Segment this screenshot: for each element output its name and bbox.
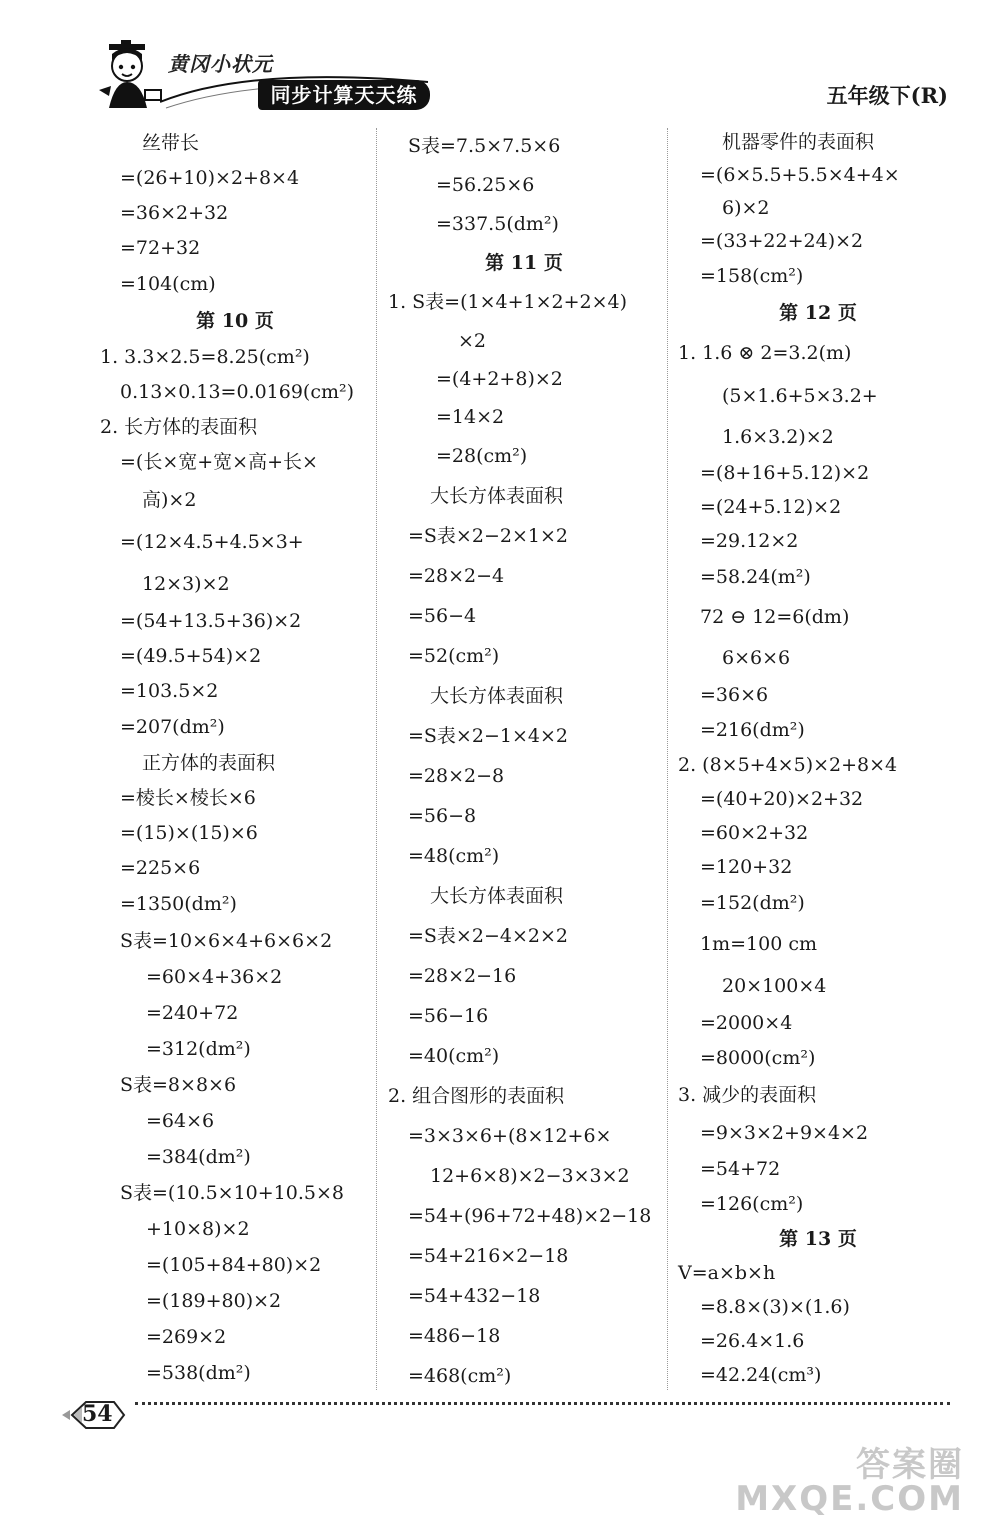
answer-line: =28×2−16 [408, 965, 517, 987]
answer-line: 1. 3.3×2.5=8.25(cm²) [100, 346, 310, 368]
answer-line: =S表×2−4×2×2 [408, 925, 568, 947]
answer-line: =207(dm²) [120, 716, 225, 738]
answer-line: =126(cm²) [700, 1193, 804, 1215]
answer-line: =486−18 [408, 1325, 501, 1347]
answer-line: 大长方体表面积 [430, 685, 564, 707]
answer-line: =9×3×2+9×4×2 [700, 1122, 869, 1144]
answer-line: 3. 减少的表面积 [678, 1084, 817, 1106]
answer-line: =(54+13.5+36)×2 [120, 610, 302, 632]
answer-line: ×2 [458, 330, 487, 352]
page-number: 54 [82, 1401, 113, 1427]
page-section-heading: 第 10 页 [196, 310, 274, 332]
answer-line: =1350(dm²) [120, 893, 237, 915]
page-section-heading: 第 12 页 [779, 302, 857, 324]
page-section-heading: 第 11 页 [485, 252, 563, 274]
answer-line: 丝带长 [142, 132, 200, 154]
answer-line: =(4+2+8)×2 [436, 368, 563, 390]
answer-line: =(6×5.5+5.5×4+4× [700, 164, 900, 186]
answer-line: =(12×4.5+4.5×3+ [120, 531, 304, 553]
answer-line: =2000×4 [700, 1012, 793, 1034]
answer-line: =(105+84+80)×2 [146, 1254, 322, 1276]
page-header [0, 0, 992, 120]
answer-line: =152(dm²) [700, 892, 805, 914]
answer-line: =28×2−4 [408, 565, 505, 587]
answer-line: =60×2+32 [700, 822, 809, 844]
answer-line: =538(dm²) [146, 1362, 251, 1384]
answer-line: =58.24(m²) [700, 566, 811, 588]
answer-line: =120+32 [700, 856, 793, 878]
column-divider [376, 128, 377, 1390]
answer-line: =28(cm²) [436, 445, 528, 467]
watermark-logo: 答案圈 MXQE.COM [735, 1445, 964, 1519]
answer-line: 1. S表=(1×4+1×2+2×4) [388, 291, 628, 313]
footer-dotted-rule [135, 1402, 950, 1405]
answer-line: (5×1.6+5×3.2+ [722, 385, 878, 407]
answer-line: +10×8)×2 [146, 1218, 250, 1240]
answer-line: =216(dm²) [700, 719, 805, 741]
answer-line: =29.12×2 [700, 530, 799, 552]
answer-line: 高)×2 [142, 489, 197, 511]
answer-line: S表=8×8×6 [120, 1074, 237, 1096]
answer-line: 1.6×3.2)×2 [722, 426, 834, 448]
answer-line: 2. (8×5+4×5)×2+8×4 [678, 754, 898, 776]
series-banner: 同步计算天天练 [258, 80, 430, 110]
answer-line: =(24+5.12)×2 [700, 496, 842, 518]
answer-line: =(26+10)×2+8×4 [120, 167, 300, 189]
answer-line: 12×3)×2 [142, 573, 230, 595]
answer-line: =56−16 [408, 1005, 489, 1027]
answer-line: 6×6×6 [722, 647, 791, 669]
answer-line: =(15)×(15)×6 [120, 822, 258, 844]
answer-column-2 [388, 126, 660, 1396]
answer-line: =棱长×棱长×6 [120, 787, 256, 809]
answer-line: 2. 长方体的表面积 [100, 416, 258, 438]
answer-line: =54+(96+72+48)×2−18 [408, 1205, 652, 1227]
answer-line: =(33+22+24)×2 [700, 230, 864, 252]
answer-line: =56−8 [408, 805, 477, 827]
answer-line: =240+72 [146, 1002, 239, 1024]
answer-line: =8.8×(3)×(1.6) [700, 1296, 850, 1318]
answer-line: 大长方体表面积 [430, 885, 564, 907]
answer-line: =26.4×1.6 [700, 1330, 805, 1352]
scholar-mascot-icon [95, 40, 165, 110]
answer-line: =337.5(dm²) [436, 213, 559, 235]
answer-line: =54+432−18 [408, 1285, 541, 1307]
answer-line: =104(cm) [120, 273, 216, 295]
answer-line: 1. 1.6 ⊗ 2=3.2(m) [678, 342, 852, 364]
answer-line: 正方体的表面积 [142, 752, 276, 774]
grade-label: 五年级下(R) [826, 83, 948, 108]
answer-line: =40(cm²) [408, 1045, 500, 1067]
answer-line: 20×100×4 [722, 975, 827, 997]
answer-line: =42.24(cm³) [700, 1364, 822, 1386]
answer-line: =60×4+36×2 [146, 966, 283, 988]
page-section-heading: 第 13 页 [779, 1228, 857, 1250]
answer-line: =28×2−8 [408, 765, 505, 787]
answer-line: =48(cm²) [408, 845, 500, 867]
answer-line: 2. 组合图形的表面积 [388, 1085, 565, 1107]
answer-line: =(189+80)×2 [146, 1290, 282, 1312]
answer-line: =(49.5+54)×2 [120, 645, 262, 667]
answer-line: 1m=100 cm [700, 933, 817, 955]
answer-line: 机器零件的表面积 [722, 131, 875, 153]
answer-line: =225×6 [120, 857, 201, 879]
answer-line: =103.5×2 [120, 680, 219, 702]
answer-line: =72+32 [120, 237, 201, 259]
answer-line: =S表×2−2×1×2 [408, 525, 568, 547]
answer-line: 6)×2 [722, 197, 770, 219]
answer-line: =52(cm²) [408, 645, 500, 667]
answer-line: =56−4 [408, 605, 477, 627]
answer-line: =14×2 [436, 406, 505, 428]
brand-logo-text: 黄冈小状元 [168, 52, 273, 76]
answer-line: =312(dm²) [146, 1038, 251, 1060]
answer-line: S表=(10.5×10+10.5×8 [120, 1182, 344, 1204]
answer-line: V=a×b×h [678, 1262, 776, 1284]
answer-line: 大长方体表面积 [430, 485, 564, 507]
answer-line: 0.13×0.13=0.0169(cm²) [120, 381, 355, 403]
answer-line: =54+72 [700, 1158, 781, 1180]
answer-line: =(40+20)×2+32 [700, 788, 864, 810]
answer-line: 72 ⊖ 12=6(dm) [700, 606, 850, 628]
answer-line: =384(dm²) [146, 1146, 251, 1168]
answer-column-3 [678, 126, 958, 1392]
answer-line: =468(cm²) [408, 1365, 512, 1387]
answer-line: =158(cm²) [700, 265, 804, 287]
answer-line: S表=7.5×7.5×6 [408, 135, 561, 157]
answer-line: =54+216×2−18 [408, 1245, 569, 1267]
answer-line: =8000(cm²) [700, 1047, 816, 1069]
answer-line: =(长×宽+宽×高+长× [120, 451, 318, 473]
answer-line: 12+6×8)×2−3×3×2 [430, 1165, 630, 1187]
answer-column-1 [100, 126, 370, 1391]
answer-line: =56.25×6 [436, 174, 535, 196]
answer-line: =36×6 [700, 684, 769, 706]
answer-line: =269×2 [146, 1326, 227, 1348]
answer-line: =S表×2−1×4×2 [408, 725, 568, 747]
answer-line: S表=10×6×4+6×6×2 [120, 930, 333, 952]
answer-line: =36×2+32 [120, 202, 229, 224]
column-divider [667, 128, 668, 1390]
answer-line: =(8+16+5.12)×2 [700, 462, 870, 484]
answer-line: =64×6 [146, 1110, 215, 1132]
answer-line: =3×3×6+(8×12+6× [408, 1125, 612, 1147]
